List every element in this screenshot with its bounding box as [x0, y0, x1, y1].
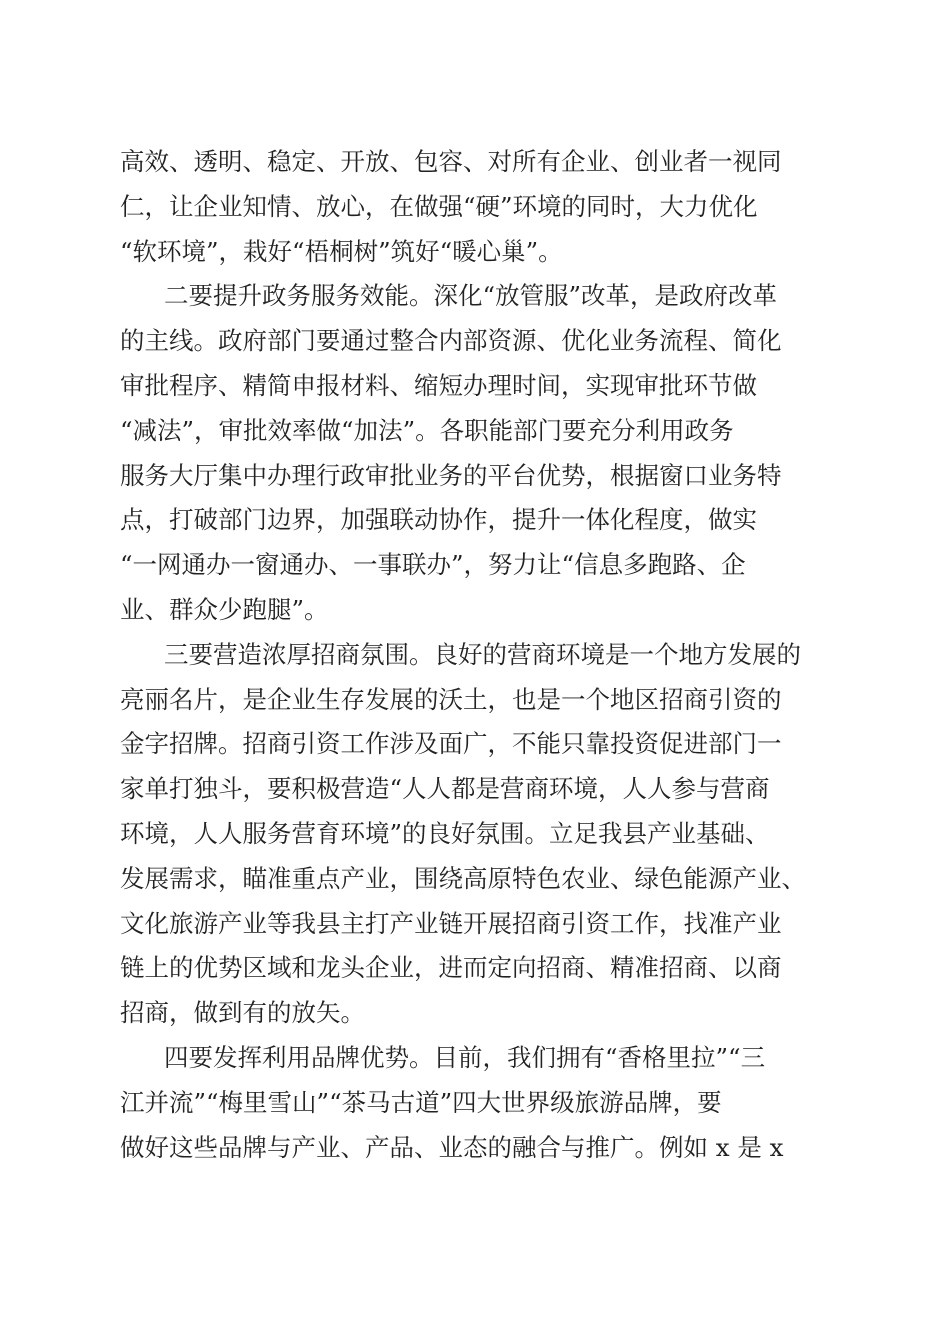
- paragraph-line: 链上的优势区域和龙头企业，进而定向招商、精准招商、以商: [120, 953, 782, 983]
- paragraph-line: 家单打独斗，要积极营造“人人都是营商环境，人人参与营商: [120, 774, 770, 804]
- paragraph-line: 亮丽名片，是企业生存发展的沃土，也是一个地区招商引资的: [120, 684, 782, 714]
- paragraph-line: 的主线。政府部门要通过整合内部资源、优化业务流程、简化: [120, 326, 782, 356]
- paragraph-line: 发展需求，瞄准重点产业，围绕高原特色农业、绿色能源产业、: [120, 863, 806, 893]
- paragraph-4: [120, 1036, 832, 1170]
- paragraph-line: 三要营造浓厚招商氛围。良好的营商环境是一个地方发展的: [164, 639, 801, 669]
- paragraph-line: 做好这些品牌与产业、产品、业态的融合与推广。例如 x 是 x: [120, 1132, 784, 1162]
- paragraph-line: 点，打破部门边界，加强联动协作，提升一体化程度，做实: [120, 505, 757, 535]
- paragraph-line: 江并流”“梅里雪山”“茶马古道”四大世界级旅游品牌，要: [120, 1087, 722, 1117]
- paragraph-line: 四要发挥利用品牌优势。目前，我们拥有“香格里拉”“三: [164, 1042, 766, 1072]
- paragraph-line: 服务大厅集中办理行政审批业务的平台优势，根据窗口业务特: [120, 460, 782, 490]
- paragraph-line: 环境，人人服务营育环境”的良好氛围。立足我县产业基础、: [120, 818, 770, 848]
- paragraph-line: 仁，让企业知情、放心，在做强“硬”环境的同时，大力优化: [120, 191, 758, 221]
- paragraph-line: 审批程序、精简申报材料、缩短办理时间，实现审批环节做: [120, 370, 757, 400]
- paragraph-line: 二要提升政务服务效能。深化“放管服”改革，是政府改革: [164, 281, 778, 311]
- paragraph-line: “软环境”，栽好“梧桐树”筑好“暖心巢”。: [120, 236, 563, 266]
- paragraph-line: 高效、透明、稳定、开放、包容、对所有企业、创业者一视同: [120, 147, 782, 176]
- paragraph-2: [120, 274, 832, 632]
- paragraph-1: [120, 140, 832, 274]
- paragraph-line: “一网通办一窗通办、一事联办”，努力让“信息多跑路、企: [120, 550, 746, 580]
- paragraph-line: “减法”，审批效率做“加法”。各职能部门要充分利用政务: [120, 415, 734, 445]
- paragraph-line: 招商，做到有的放矢。: [120, 998, 365, 1028]
- paragraph-3: [120, 633, 832, 1036]
- paragraph-line: 文化旅游产业等我县主打产业链开展招商引资工作，找准产业: [120, 908, 782, 938]
- paragraph-line: 金字招牌。招商引资工作涉及面广，不能只靠投资促进部门一: [120, 729, 782, 759]
- paragraph-line: 业、群众少跑腿”。: [120, 594, 329, 624]
- document-body: [120, 140, 832, 1170]
